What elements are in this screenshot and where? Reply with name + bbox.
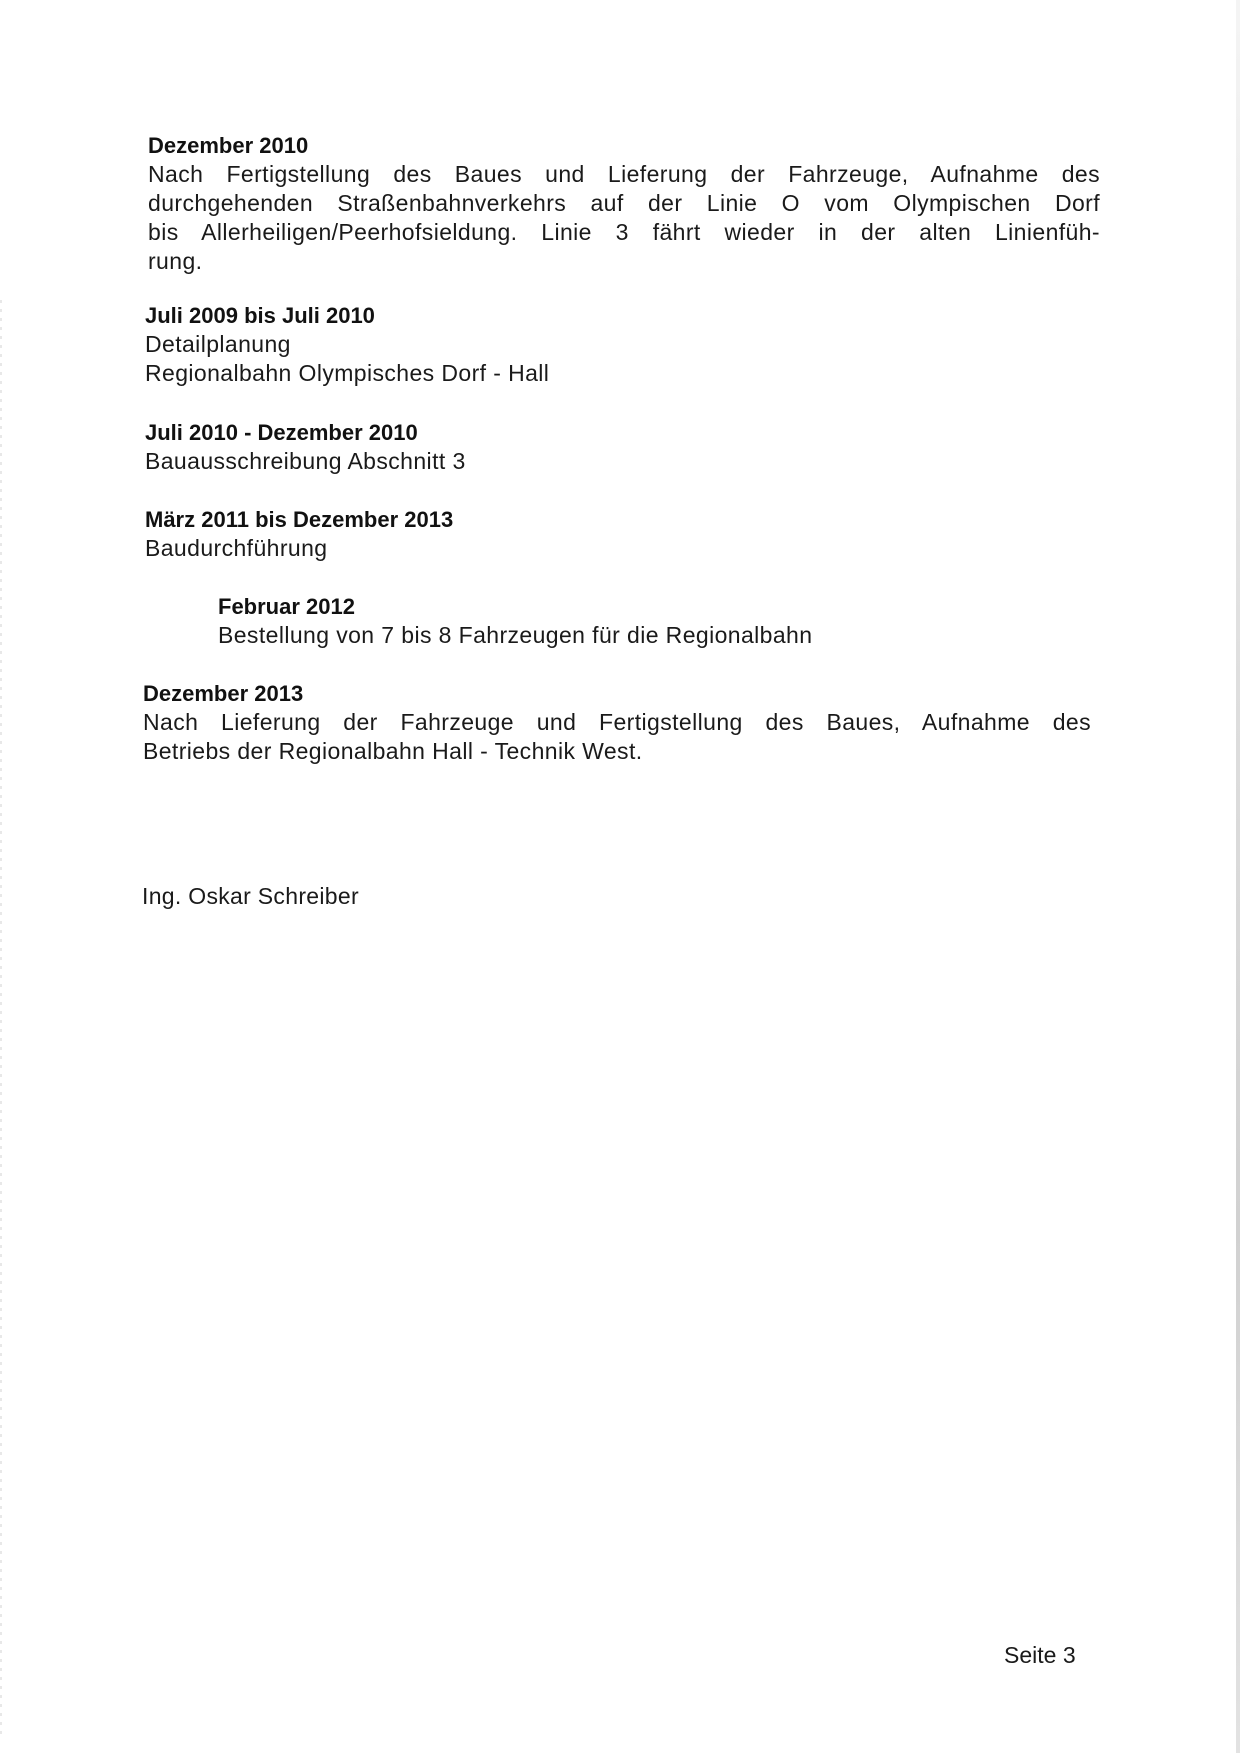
entry-text-line: Detailplanung (145, 331, 291, 357)
entry-text-line: Bestellung von 7 bis 8 Fahrzeugen für die Regionalbahn (218, 622, 813, 648)
entry-text-line: rung. (148, 248, 203, 274)
page-number: Seite 3 (1004, 1642, 1076, 1668)
scan-edge-right (1236, 0, 1240, 1753)
timeline-entry-maerz-2011-bis-dezember-2013 (145, 506, 1097, 563)
timeline-entry-juli-2010-dezember-2010 (145, 419, 1097, 476)
entry-heading: Dezember 2010 (148, 133, 309, 158)
entry-text-line: Baudurchführung (145, 535, 328, 561)
entry-text-line: durchgehenden Straßenbahnverkehrs auf der Linie O vom Olympischen Dorf (148, 190, 1100, 216)
scan-edge-left (0, 300, 2, 1740)
entry-heading: Juli 2010 - Dezember 2010 (145, 420, 418, 445)
entry-text-line: Betriebs der Regionalbahn Hall - Technik West. (143, 738, 643, 764)
entry-heading: Februar 2012 (218, 594, 355, 619)
entry-heading: März 2011 bis Dezember 2013 (145, 507, 454, 532)
entry-text-line: Nach Fertigstellung des Baues und Lieferung der Fahrzeuge, Aufnahme des (148, 161, 1100, 187)
timeline-entry-dezember-2013 (143, 680, 1091, 766)
timeline-entry-februar-2012 (218, 593, 1018, 650)
entry-heading: Juli 2009 bis Juli 2010 (145, 303, 375, 328)
timeline-entry-juli-2009-bis-juli-2010 (145, 302, 1097, 388)
entry-text-line: Nach Lieferung der Fahrzeuge und Fertigstellung des Baues, Aufnahme des (143, 709, 1091, 735)
signature: Ing. Oskar Schreiber (142, 883, 359, 909)
timeline-entry-dezember-2010 (148, 132, 1100, 276)
entry-text-line: bis Allerheiligen/Peerhofsieldung. Linie 3 fährt wieder in der alten Linienfüh- (148, 219, 1100, 245)
entry-heading: Dezember 2013 (143, 681, 304, 706)
entry-text-line: Bauausschreibung Abschnitt 3 (145, 448, 466, 474)
entry-text-line: Regionalbahn Olympisches Dorf - Hall (145, 360, 550, 386)
